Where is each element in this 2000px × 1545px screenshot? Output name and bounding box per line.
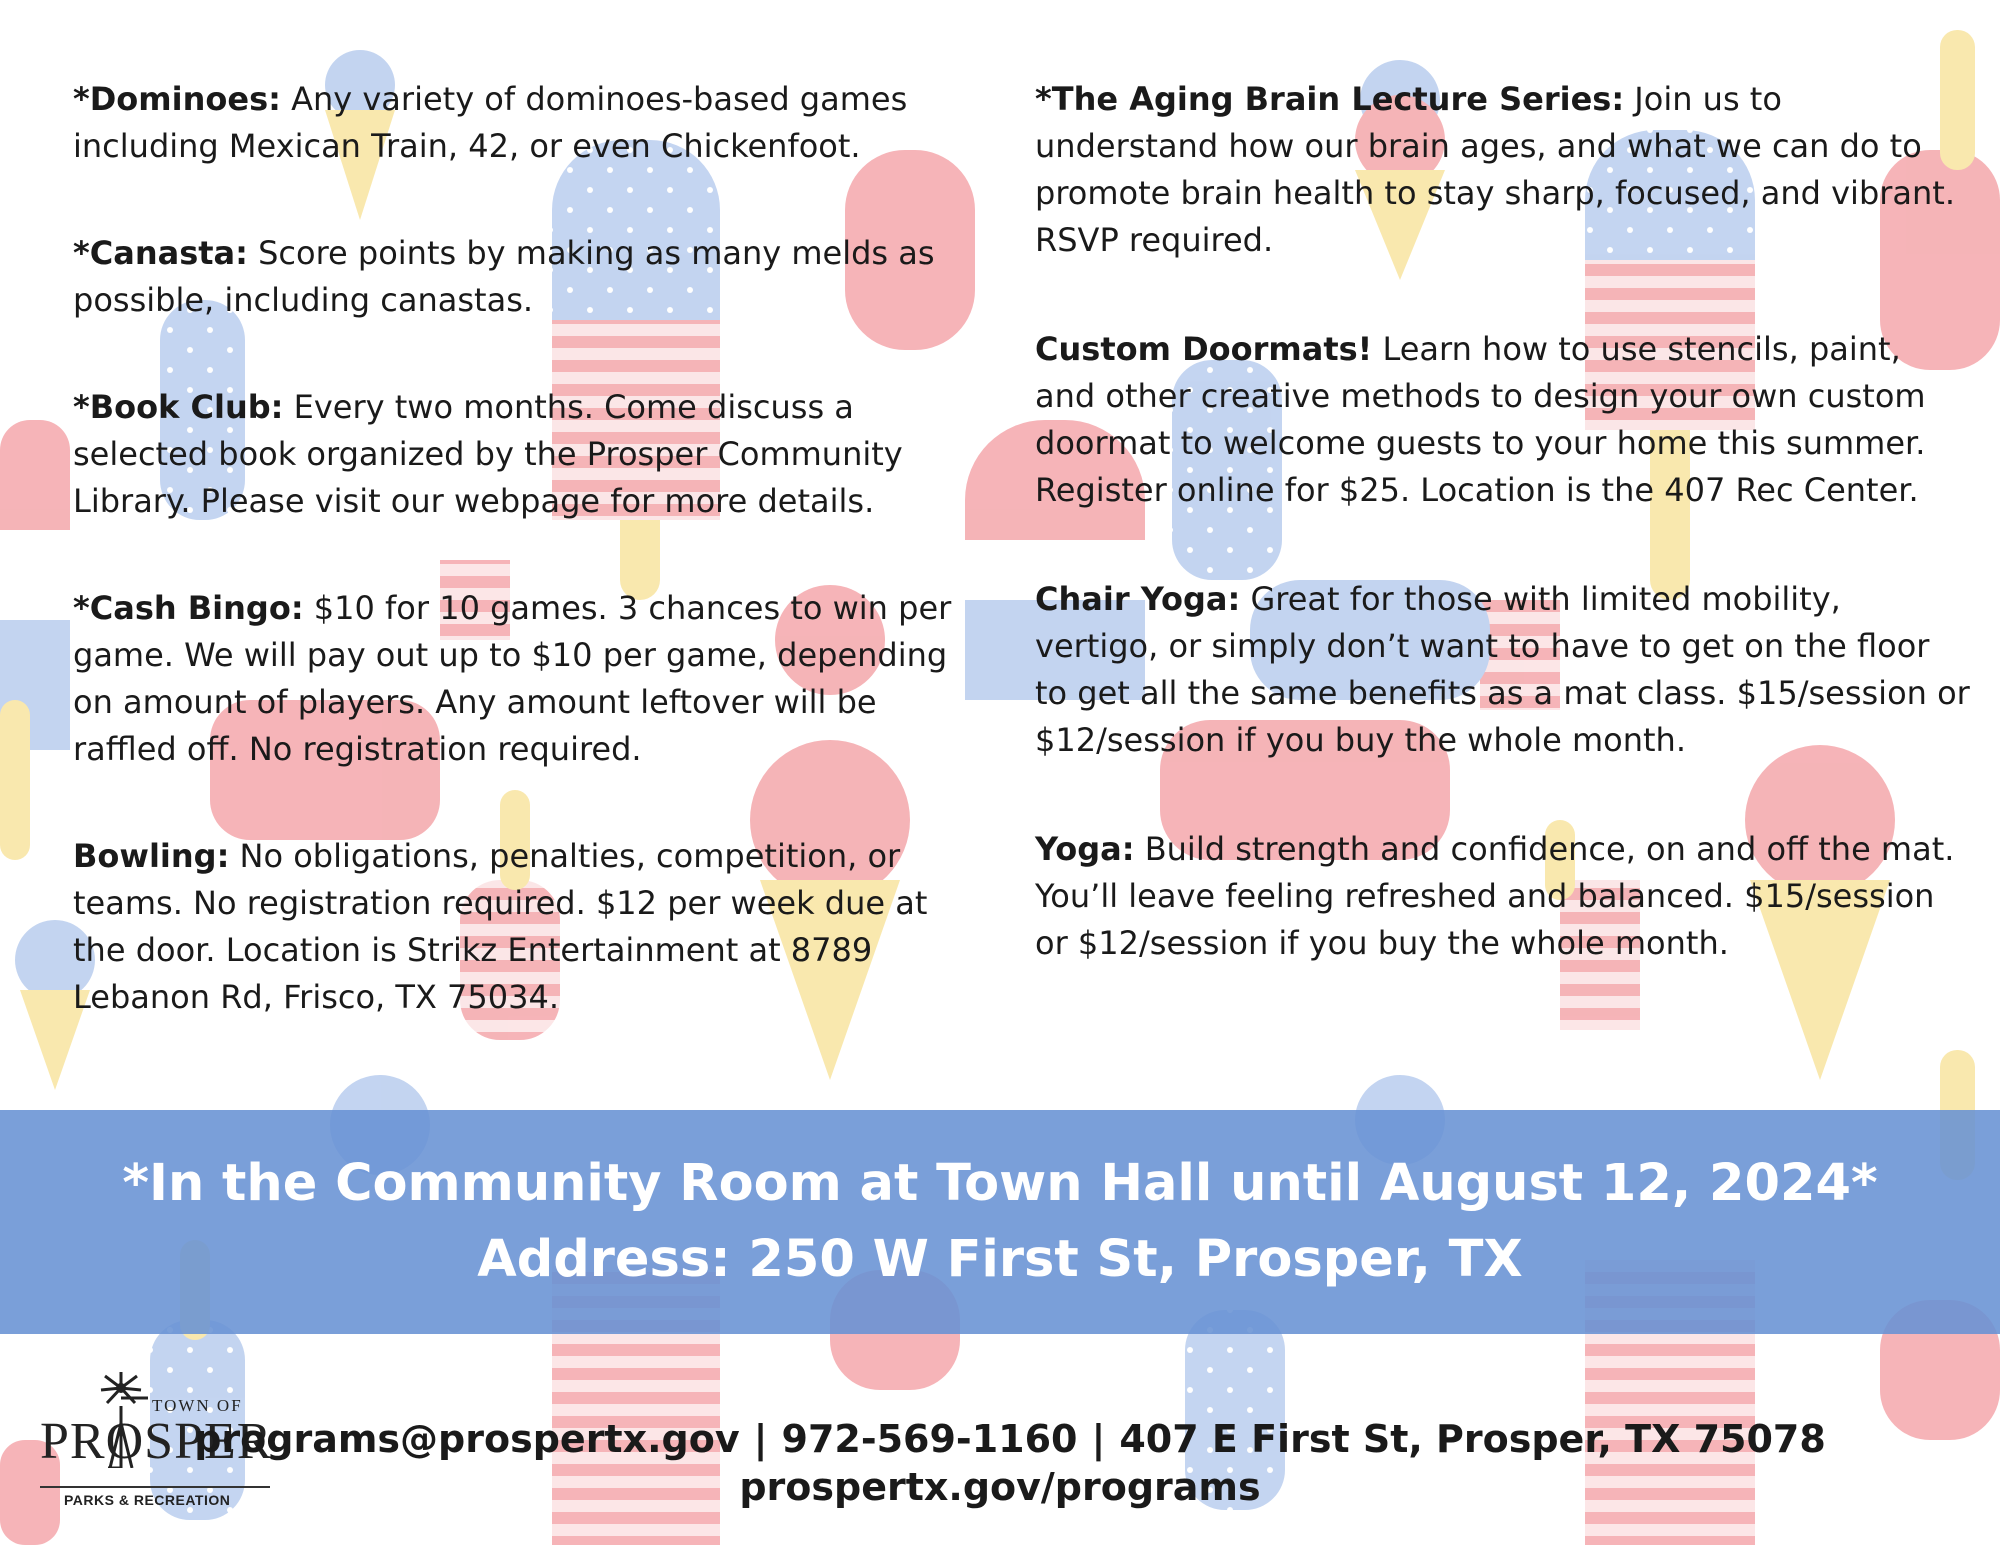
- banner-location-line: *In the Community Room at Town Hall until August 12, 2024*: [122, 1154, 1878, 1213]
- activity-title: *Book Club:: [73, 388, 284, 426]
- activity-description: No obligations, penalties, competition, or teams. No registration required. $12 per week due at the door. Location is Strikz Entertainment at 8789 Lebanon Rd, Frisco, TX 75034.: [73, 837, 928, 1016]
- activity-title: Yoga:: [1035, 830, 1135, 868]
- activity-title: Custom Doormats!: [1035, 330, 1373, 368]
- contact-footer: [0, 1415, 2000, 1511]
- logo-town-of: TOWN OF: [152, 1396, 243, 1415]
- activity-book-club: [73, 384, 973, 525]
- activity-bowling: [73, 833, 973, 1021]
- activity-title: Bowling:: [73, 837, 230, 875]
- contact-separator: |: [753, 1417, 768, 1461]
- contact-address: 407 E First St, Prosper, TX 75078: [1119, 1417, 1826, 1461]
- contact-separator: |: [1091, 1417, 1106, 1461]
- activity-title: *Dominoes:: [73, 80, 281, 118]
- activity-chair-yoga: [1035, 576, 1970, 764]
- activity-description: Any variety of dominoes-based games including Mexican Train, 42, or even Chickenfoot.: [73, 80, 908, 165]
- contact-phone[interactable]: 972-569-1160: [781, 1417, 1078, 1461]
- activity-description: Build strength and confidence, on and off the mat. You’ll leave feeling refreshed and balanced. $15/session or $12/session if you buy the whole month.: [1035, 830, 1955, 962]
- activity-description: Learn how to use stencils, paint, and other creative methods to design your own custom doormat to welcome guests to your home this summer. Register online for $25. Location is the 407 Rec Center.: [1035, 330, 1926, 509]
- activity-canasta: [73, 230, 973, 324]
- activity-description: $10 for 10 games. 3 chances to win per game. We will pay out up to $10 per game, depending on amount of players. Any amount leftover will be raffled off. No registration required.: [73, 589, 952, 768]
- activity-description: Join us to understand how our brain ages, and what we can do to promote brain health to stay sharp, focused, and vibrant. RSVP required.: [1035, 80, 1956, 259]
- activity-custom-doormats: [1035, 326, 1970, 514]
- activities-left-column: [73, 76, 973, 1021]
- activity-cash-bingo: [73, 585, 973, 773]
- activity-dominoes: [73, 76, 973, 170]
- contact-line: [0, 1415, 2000, 1463]
- activity-title: *The Aging Brain Lecture Series:: [1035, 80, 1625, 118]
- activity-yoga: [1035, 826, 1970, 967]
- activity-title: *Canasta:: [73, 234, 248, 272]
- activity-description: Every two months. Come discuss a selected book organized by the Prosper Community Library. Please visit our webpage for more details.: [73, 388, 903, 520]
- activity-title: *Cash Bingo:: [73, 589, 304, 627]
- activities-right-column: [1035, 76, 1970, 967]
- activity-title: Chair Yoga:: [1035, 580, 1241, 618]
- logo-subtitle: PARKS & RECREATION: [64, 1492, 231, 1508]
- logo-name: PROSPER: [40, 1413, 273, 1470]
- location-banner: [0, 1110, 2000, 1334]
- website-link[interactable]: prospertx.gov/programs: [739, 1465, 1261, 1509]
- activity-aging-brain-lecture: [1035, 76, 1970, 264]
- contact-email-link[interactable]: programs@prospertx.gov: [194, 1417, 740, 1461]
- banner-address-line: Address: 250 W First St, Prosper, TX: [477, 1230, 1523, 1289]
- activity-description: Great for those with limited mobility, vertigo, or simply don’t want to have to get on the floor to get all the same benefits as a mat class. $15/session or $12/session if you buy the whole month.: [1035, 580, 1970, 759]
- activity-description: Score points by making as many melds as possible, including canastas.: [73, 234, 935, 319]
